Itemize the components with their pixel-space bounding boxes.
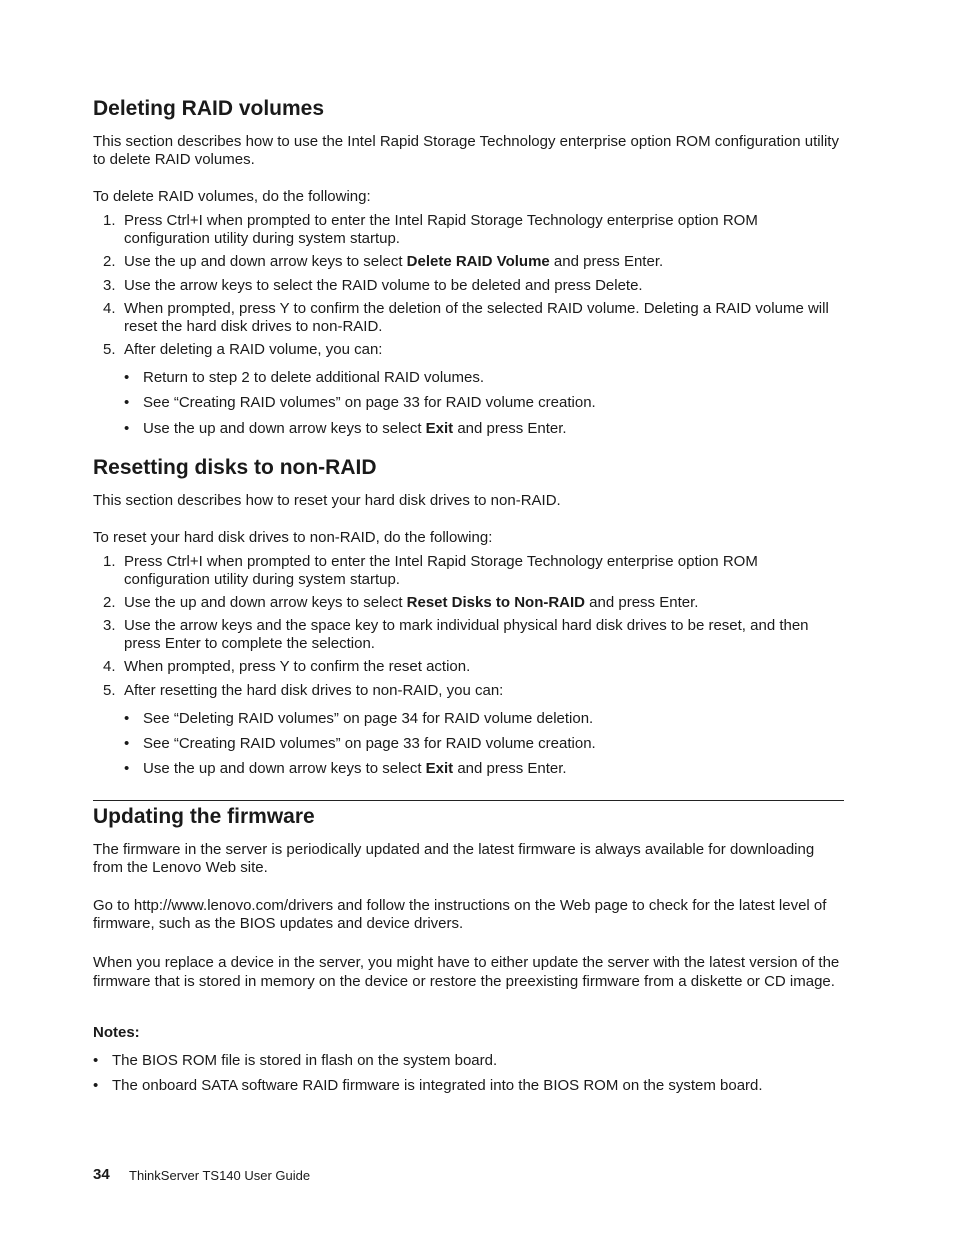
bullet-text: See “Deleting RAID volumes” on page 34 for RAID volume deletion. bbox=[143, 710, 594, 727]
menu-option-name: Delete RAID Volume bbox=[406, 253, 550, 270]
step-text: When prompted, press Y to confirm the reset action. bbox=[124, 658, 471, 675]
section-intro: This section describes how to reset your hard disk drives to non-RAID. bbox=[93, 492, 561, 509]
note-text: The onboard SATA software RAID firmware is integrated into the BIOS ROM on the system board. bbox=[112, 1077, 763, 1094]
step-text: After deleting a RAID volume, you can: bbox=[124, 341, 383, 358]
step-number: 3. bbox=[103, 277, 116, 294]
step-text: Use the arrow keys to select the RAID volume to be deleted and press Delete. bbox=[124, 277, 643, 294]
bullet-text: See “Creating RAID volumes” on page 33 for RAID volume creation. bbox=[143, 735, 596, 752]
step-number: 5. bbox=[103, 682, 116, 699]
step-text: Press Ctrl+I when prompted to enter the Intel Rapid Storage Technology enterprise option ROM configuration utility during system startup. bbox=[124, 212, 758, 247]
bullet-icon: • bbox=[124, 394, 130, 411]
footer-title: ThinkServer TS140 User Guide bbox=[129, 1168, 311, 1183]
bullet-icon: • bbox=[124, 420, 130, 437]
step-number: 2. bbox=[103, 253, 116, 270]
section-heading-firmware: Updating the firmware bbox=[93, 805, 315, 828]
step-text: Use the up and down arrow keys to select Delete RAID Volume and press Enter. bbox=[124, 253, 664, 270]
bullet-text: Use the up and down arrow keys to select Exit and press Enter. bbox=[143, 420, 567, 437]
notes-label: Notes: bbox=[93, 1024, 140, 1041]
step-text: Use the arrow keys and the space key to mark individual physical hard disk drives to be reset, and then press Enter to complete the selection. bbox=[124, 617, 809, 652]
menu-option-name: Reset Disks to Non-RAID bbox=[406, 594, 586, 611]
step-number: 1. bbox=[103, 212, 116, 229]
bullet-icon: • bbox=[124, 760, 130, 777]
step-number: 5. bbox=[103, 341, 116, 358]
note-text: The BIOS ROM file is stored in flash on the system board. bbox=[112, 1052, 498, 1069]
bullet-icon: • bbox=[124, 369, 130, 386]
step-number: 3. bbox=[103, 617, 116, 634]
page-number: 34 bbox=[93, 1166, 110, 1183]
step-number: 1. bbox=[103, 553, 116, 570]
step-text: Press Ctrl+I when prompted to enter the Intel Rapid Storage Technology enterprise option ROM configuration utility during system startup. bbox=[124, 553, 758, 588]
bullet-icon: • bbox=[93, 1052, 99, 1069]
procedure-lead: To delete RAID volumes, do the following: bbox=[93, 188, 371, 205]
step-text: Use the up and down arrow keys to select Reset Disks to Non-RAID and press Enter. bbox=[124, 594, 699, 611]
bullet-icon: • bbox=[93, 1077, 99, 1094]
step-text: When prompted, press Y to confirm the deletion of the selected RAID volume. Deleting a RAID volume will reset the hard disk drives to non-RAID. bbox=[124, 300, 829, 335]
section-divider bbox=[93, 800, 844, 801]
section-heading-resetting: Resetting disks to non-RAID bbox=[93, 456, 377, 479]
bullet-text: See “Creating RAID volumes” on page 33 for RAID volume creation. bbox=[143, 394, 596, 411]
bullet-icon: • bbox=[124, 710, 130, 727]
step-number: 2. bbox=[103, 594, 116, 611]
bullet-icon: • bbox=[124, 735, 130, 752]
step-text: After resetting the hard disk drives to non-RAID, you can: bbox=[124, 682, 504, 699]
firmware-paragraph-2: Go to http://www.lenovo.com/drivers and follow the instructions on the Web page to check for the latest level of firmware, such as the BIOS updates and device drivers. bbox=[93, 897, 827, 932]
step-number: 4. bbox=[103, 658, 116, 675]
bullet-text: Use the up and down arrow keys to select Exit and press Enter. bbox=[143, 760, 567, 777]
procedure-lead: To reset your hard disk drives to non-RAID, do the following: bbox=[93, 529, 493, 546]
section-heading-deleting: Deleting RAID volumes bbox=[93, 97, 325, 120]
step-number: 4. bbox=[103, 300, 116, 317]
bullet-text: Return to step 2 to delete additional RAID volumes. bbox=[143, 369, 485, 386]
firmware-paragraph-1: The firmware in the server is periodically updated and the latest firmware is always available for downloading from the Lenovo Web site. bbox=[93, 841, 815, 876]
menu-option-name: Exit bbox=[425, 420, 454, 437]
firmware-paragraph-3: When you replace a device in the server, you might have to either update the server with the latest version of the firmware that is stored in memory on the device or restore the preexisting firmware from a diskette or CD image. bbox=[93, 954, 840, 990]
menu-option-name: Exit bbox=[425, 760, 454, 777]
section-intro: This section describes how to use the Intel Rapid Storage Technology enterprise option ROM configuration utility to delete RAID volumes. bbox=[93, 133, 839, 168]
